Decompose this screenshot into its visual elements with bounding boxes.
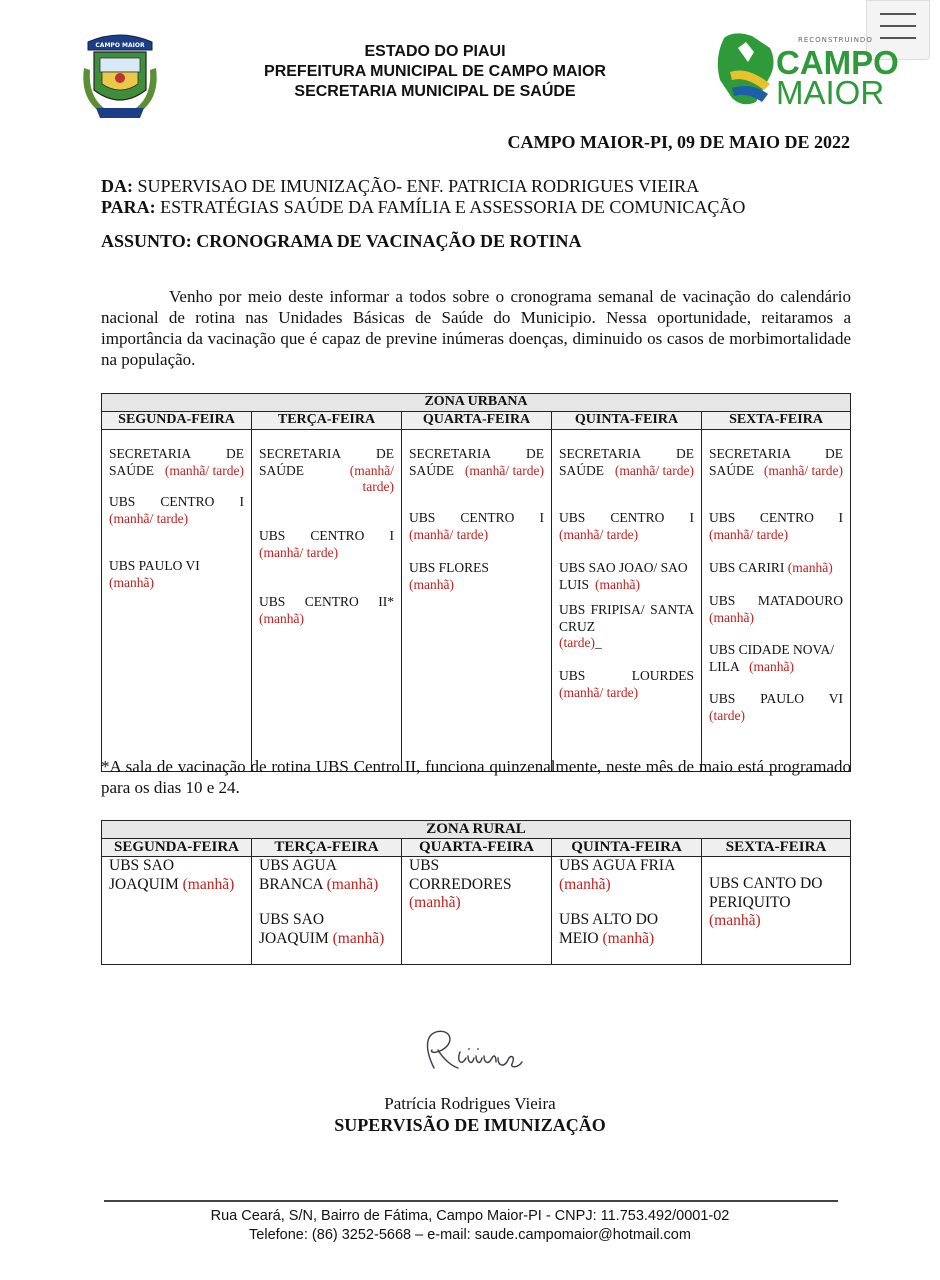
- body-paragraph: Venho por meio deste informar a todos sobre o cronograma semanal de vacinação do calendário nacional de rotina nas Unidades Básicas de Saúde do Municipio. Nessa oportunidade, reitaramos a importância da vacinação que é capaz de previne inúmeras doenças, diminuido os casos de morbimortalidade na população.: [101, 287, 851, 369]
- entry-time: (manhã/ tarde): [763, 462, 844, 478]
- entry-time: (manhã): [259, 610, 304, 626]
- header-line-prefeitura: PREFEITURA MUNICIPAL DE CAMPO MAIOR: [264, 63, 606, 80]
- entry-name: UBS CORREDORES: [409, 857, 512, 893]
- entry-name: UBS ALTO DO MEIO: [559, 911, 659, 947]
- schedule-entry: [259, 911, 394, 948]
- entry-time: (manhã): [602, 929, 655, 947]
- schedule-entry: [409, 857, 512, 913]
- schedule-entry: [709, 560, 843, 593]
- schedule-entry: [259, 857, 394, 911]
- from-line: [101, 176, 745, 197]
- schedule-entry: [409, 510, 544, 560]
- entry-name: SECRETARIA DE SAÚDE: [409, 446, 544, 478]
- menu-icon-bar-2: [880, 25, 916, 27]
- entry-time: (manhã/ tarde): [614, 462, 694, 478]
- rural-cell-friday: [702, 857, 851, 965]
- footer-divider: [104, 1200, 838, 1202]
- crest-text: CAMPO MAIOR: [95, 42, 145, 49]
- entry-name: UBS MATADOURO: [709, 593, 844, 608]
- entry-time: (manhã/ tarde): [559, 526, 639, 542]
- entry-time: (manhã/ tarde): [259, 544, 339, 560]
- rural-header-tuesday: TERÇA-FEIRA: [252, 839, 402, 857]
- schedule-entry: [709, 642, 843, 691]
- schedule-entry: [259, 528, 394, 594]
- from-value: SUPERVISAO DE IMUNIZAÇÃO- ENF. PATRICIA RODRIGUES VIEIRA: [133, 176, 700, 196]
- entry-name: UBS LOURDES: [559, 668, 694, 683]
- schedule-entry: [409, 446, 544, 510]
- campo-maior-logo: [712, 28, 902, 112]
- rural-cell-monday: [102, 857, 252, 965]
- schedule-entry: [109, 494, 244, 558]
- entry-time: (manhã): [787, 560, 833, 575]
- rural-cell-wednesday: [402, 857, 552, 965]
- entry-time: (manhã/ tarde): [349, 462, 394, 494]
- memo-meta: [101, 176, 745, 218]
- entry-name: UBS PAULO VI: [109, 558, 200, 573]
- to-line: [101, 197, 745, 218]
- entry-name: UBS CARIRI: [709, 560, 785, 575]
- entry-time: (manhã): [559, 875, 611, 893]
- entry-time: (manhã): [182, 875, 235, 893]
- entry-name: UBS CENTRO II*: [259, 594, 394, 609]
- urban-cell-friday: [702, 430, 851, 772]
- logo-word-maior: MAIOR: [776, 74, 885, 111]
- urban-header-wednesday: QUARTA-FEIRA: [402, 412, 552, 430]
- entry-name: UBS CENTRO I: [109, 494, 244, 509]
- entry-name: UBS CENTRO I: [559, 510, 694, 525]
- entry-name: UBS CENTRO I: [709, 510, 844, 525]
- schedule-entry: [559, 446, 694, 510]
- schedule-entry: [709, 446, 843, 510]
- footnote: *A sala de vacinação de rotina UBS Centro II, funciona quinzenalmente, neste mês de maio está programado para os dias 10 e 24.: [101, 757, 851, 797]
- entry-name: SECRETARIA DE SAÚDE: [109, 446, 244, 478]
- entry-name: UBS CENTRO I: [409, 510, 544, 525]
- urban-cell-monday: [102, 430, 252, 772]
- entry-suffix: _: [594, 635, 602, 650]
- schedule-entry: [559, 510, 694, 560]
- schedule-entry: [109, 558, 244, 591]
- to-value: ESTRATÉGIAS SAÚDE DA FAMÍLIA E ASSESSORIA DE COMUNICAÇÃO: [155, 197, 746, 217]
- rural-header-wednesday: QUARTA-FEIRA: [402, 839, 552, 857]
- entry-name: UBS CIDADE NOVA/ LILA: [709, 642, 835, 674]
- schedule-entry: [559, 857, 694, 911]
- entry-time: (tarde): [709, 707, 745, 723]
- entry-name: SECRETARIA DE SAÚDE: [709, 446, 844, 478]
- entry-time: (manhã/ tarde): [559, 684, 639, 700]
- urban-cell-tuesday: [252, 430, 402, 772]
- signatory-role: SUPERVISÃO DE IMUNIZAÇÃO: [334, 1115, 606, 1135]
- entry-name: UBS CENTRO I: [259, 528, 394, 543]
- entry-name: UBS PAULO VI: [709, 691, 844, 706]
- schedule-entry: [559, 602, 694, 668]
- rural-zone-title: ZONA RURAL: [102, 821, 851, 839]
- entry-time: (manhã): [109, 574, 154, 590]
- entry-name: UBS FLORES: [409, 560, 489, 575]
- schedule-entry: [559, 668, 694, 701]
- entry-time: (manhã): [409, 894, 461, 911]
- schedule-entry: [709, 510, 843, 560]
- entry-name: UBS SAO JOAQUIM: [259, 911, 329, 947]
- urban-cell-thursday: [552, 430, 702, 772]
- entry-name: UBS AGUA BRANCA: [259, 857, 337, 893]
- entry-name: SECRETARIA DE SAÚDE: [259, 446, 394, 478]
- entry-name: UBS SAO JOAQUIM: [109, 857, 179, 893]
- rural-cell-thursday: [552, 857, 702, 965]
- header-line-state: ESTADO DO PIAUI: [364, 43, 506, 60]
- footer-address: Rua Ceará, S/N, Bairro de Fátima, Campo Maior-PI - CNPJ: 11.753.492/0001-02: [210, 1208, 730, 1224]
- handwritten-signature: [412, 1022, 552, 1082]
- schedule-entry: [559, 911, 694, 948]
- entry-name: UBS FRIPISA/ SANTA CRUZ: [559, 602, 694, 634]
- entry-time: (tarde): [559, 635, 595, 650]
- logo-word-campo: CAMPO: [776, 44, 899, 81]
- municipal-crest-logo: [80, 28, 160, 124]
- entry-time: (manhã): [409, 576, 454, 592]
- urban-zone-title: ZONA URBANA: [102, 394, 851, 412]
- subject-line: ASSUNTO: CRONOGRAMA DE VACINAÇÃO DE ROTINA: [101, 231, 582, 251]
- rural-header-friday: SEXTA-FEIRA: [702, 839, 851, 857]
- rural-header-thursday: QUINTA-FEIRA: [552, 839, 702, 857]
- urban-header-thursday: QUINTA-FEIRA: [552, 412, 702, 430]
- to-label: PARA:: [101, 197, 156, 217]
- schedule-entry: [709, 593, 843, 642]
- entry-time: (manhã/ tarde): [709, 526, 789, 542]
- entry-time: (manhã/ tarde): [409, 526, 489, 542]
- entry-name: UBS SAO JOAO/ SAO LUIS: [559, 560, 688, 592]
- entry-name: UBS AGUA FRIA: [559, 857, 675, 874]
- footer-contact: Telefone: (86) 3252-5668 – e-mail: saude.campomaior@hotmail.com: [249, 1227, 691, 1243]
- signatory-name: Patrícia Rodrigues Vieira: [384, 1094, 556, 1113]
- header-line-secretaria: SECRETARIA MUNICIPAL DE SAÚDE: [294, 83, 576, 100]
- entry-time: (manhã): [332, 929, 385, 947]
- logo-small-text: RECONSTRUINDO: [798, 36, 873, 44]
- entry-time: (manhã): [595, 576, 640, 592]
- schedule-entry: [559, 560, 694, 602]
- entry-time: (manhã/ tarde): [109, 510, 189, 526]
- urban-header-monday: SEGUNDA-FEIRA: [102, 412, 252, 430]
- entry-time: (manhã): [709, 609, 754, 625]
- entry-time: (manhã): [749, 658, 794, 674]
- document-header: [180, 42, 690, 102]
- schedule-entry: [259, 594, 394, 627]
- rural-zone-table: [101, 820, 851, 965]
- urban-cell-wednesday: [402, 430, 552, 772]
- entry-time: (manhã/ tarde): [164, 462, 244, 478]
- entry-name: SECRETARIA DE SAÚDE: [559, 446, 694, 478]
- schedule-entry: [259, 446, 394, 528]
- menu-icon-bar-1: [880, 13, 916, 15]
- from-label: DA:: [101, 176, 133, 196]
- schedule-entry: [709, 857, 843, 931]
- urban-zone-table: [101, 393, 851, 772]
- schedule-entry: [109, 857, 244, 894]
- urban-header-tuesday: TERÇA-FEIRA: [252, 412, 402, 430]
- entry-time: (manhã/ tarde): [464, 462, 544, 478]
- urban-header-friday: SEXTA-FEIRA: [702, 412, 851, 430]
- entry-time: (manhã): [709, 912, 761, 929]
- date-line: CAMPO MAIOR-PI, 09 DE MAIO DE 2022: [507, 132, 850, 152]
- schedule-entry: [709, 691, 843, 724]
- schedule-entry: [409, 560, 544, 593]
- rural-header-monday: SEGUNDA-FEIRA: [102, 839, 252, 857]
- entry-name: UBS CANTO DO PERIQUITO: [709, 875, 823, 911]
- schedule-entry: [109, 446, 244, 494]
- entry-time: (manhã): [326, 875, 379, 893]
- rural-cell-tuesday: [252, 857, 402, 965]
